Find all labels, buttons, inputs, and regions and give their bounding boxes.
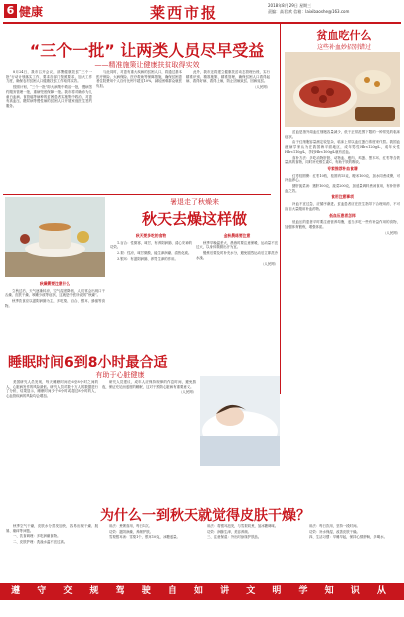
- side-subhead: 专家推荐补血食谱: [327, 165, 358, 171]
- article1-title: “三个一批” 让两类人员尽早受益: [29, 41, 265, 60]
- article1-col3: [186, 70, 270, 190]
- article1-col2: [96, 70, 182, 190]
- article2-col3: [196, 232, 278, 392]
- paragraph: 食补方法：多吃动物肝脏、动物血、瘦肉、鸡蛋、黑木耳、红枣等含铁量高的食物，同时补充维生素C，有助于铁的吸收。: [285, 155, 400, 165]
- masthead-logo: 莱西市报: [150, 4, 219, 22]
- side-title: 贫血吃什么: [316, 29, 372, 42]
- article4-col4: [302, 524, 398, 582]
- section-title: 健康: [19, 5, 44, 19]
- article3-col1: [6, 380, 98, 500]
- paragraph: 秋季早晚温差大，晨练时要注意保暖，运动量不宜过大，以身体微微出汗为宜。: [196, 240, 278, 250]
- side-subtitle: 这些补血妙招别错过: [316, 44, 371, 51]
- column-divider: [280, 24, 281, 394]
- article4-col2: [102, 524, 194, 582]
- paragraph: 立秋过后，天气逐渐转凉，空气湿度降低，人们常会出现口干舌燥、皮肤干燥、咳嗽少痰等症状，这就是中医所说的“秋燥”。: [5, 288, 105, 298]
- paragraph: 贫血是指外周血红细胞容量减少，低于正常范围下限的一种常见的临床症状。: [285, 130, 400, 139]
- paragraph: 低血压的患者平时要注意营养均衡，适当多吃一些有补益作用的食物，加强体育锻炼，增强体质。: [285, 220, 400, 229]
- footer-banner: 遵 守 交 规 驾 驶 自 如 讲 文 明 学 知 识 从 我 做 起: [0, 583, 404, 600]
- paragraph: 功效：润肺生津，美容养颜。: [207, 529, 252, 534]
- paragraph: 研究人员建议，成年人应保持规律的作息时间，避免熬夜，保证充足而适度的睡眠，这对于预防心脏病有重要意义。: [102, 380, 196, 389]
- paragraph: 3.银耳：有滋阴润肺、养胃生津的作用。: [117, 256, 178, 261]
- side-food-photo: [285, 52, 400, 127]
- article2-subhead: 秋燥需要注意什么: [39, 281, 71, 286]
- article3-sleep-photo: [200, 376, 280, 466]
- article3-subtitle: 有助于心脏健康: [95, 371, 145, 379]
- paragraph: 用法：将银耳泡发，与雪梨同煮，加冰糖调味。: [207, 524, 279, 528]
- source-note: （人民网）: [253, 85, 270, 90]
- article2-photo: [5, 197, 105, 277]
- article2-title: 秋天去燥这样做: [141, 210, 247, 228]
- paragraph: 秋季饮食应以滋阴润肺为主，多吃梨、百合、银耳、蜂蜜等食物。: [5, 299, 105, 308]
- article2-subhead: 金秋晨练要注意: [223, 233, 251, 238]
- article2-subhead: 秋天要多吃的食物: [135, 233, 167, 238]
- paragraph: 一、饮食调理：多吃润燥食物。: [13, 534, 61, 539]
- paragraph: 与此同时，对患有重大疾病的贫困人口，将通过基本医疗保险、大病保险、医疗救助等保障措施，确保贫困患者住院费用个人自付比例不超过10%，减轻困难群众就医负担。: [96, 70, 182, 89]
- side-subhead: 低血压患者怎样: [329, 212, 356, 218]
- paragraph: 此外，我市还将建立健康扶贫动态管理台账，实行精准识别、精准施策、精准管理，确保贫困人口看得起病、看得好病、看得上病，防止因病致贫、因病返贫。: [186, 70, 270, 84]
- paragraph: 四、生活习惯：早睡早起，保持心情舒畅，多喝水。: [309, 535, 387, 540]
- source-note: （人民网）: [179, 390, 196, 395]
- paragraph: 由于红细胞容量测定较复杂，临床上常以血红蛋白浓度来代替。我国血液病学家认为在我国海平面地区，成年男性Hb<120g/L，成年女性Hb<110g/L，孕妇Hb<100g/L就有贫血。: [285, 140, 400, 154]
- header-editor: 责编：高君欢 信箱：laixibaoshe@163.com: [268, 9, 350, 14]
- article1-col1: [6, 70, 92, 190]
- paragraph: 用法：每日饮用，坚持一段时间。: [309, 524, 360, 528]
- article1-subtitle: ——精准施策让健康扶贫取得实效: [94, 61, 200, 69]
- page-header: [0, 0, 404, 22]
- paragraph: 雪梨银耳汤：雪梨1个，银耳10克，冰糖适量。: [109, 535, 180, 540]
- article4-title: 为什么一到秋天就觉得皮肤干燥？: [100, 508, 310, 524]
- paragraph: 锻炼后要及时补充水分，避免剧烈运动后立即洗冷水澡。: [196, 251, 278, 260]
- paragraph: 用法：煮粥食用，每日1次。: [109, 524, 152, 528]
- header-rule: [3, 22, 401, 24]
- paragraph: 秋季空气干燥，皮肤水分蒸发加快，容易出现干燥、脱屑、瘙痒等问题。: [6, 524, 98, 533]
- paragraph: 8月24日，我市召开会议，部署健康扶贫“三个一批”行动计划落实工作，要求各部门按照要求，加大工作力度，确保农村贫困人口健康扶贫工作取得实效。: [6, 70, 92, 84]
- paragraph: 功效：补水保湿，改善皮肤干燥。: [309, 529, 360, 534]
- article4-col3: [200, 524, 296, 582]
- paragraph: 功效：滋阴润燥，养颜护肤。: [109, 529, 154, 534]
- paragraph: 美国研究人员发现，每天睡眠时间在6至8小时之间的人，心脏病发作的风险最低。研究人员对数十万人的数据进行了分析，结果显示，睡眠时间少于6小时或超过8小时的人，心血管疾病的风险均会增加。: [6, 380, 98, 399]
- paragraph: 补血不宜过急，应循序渐进。贫血患者应在医生指导下合理用药，不可盲目大量服用补血药物。: [285, 202, 400, 211]
- side-subhead: 食用注意事项: [331, 194, 354, 200]
- paragraph: 1.百合：性微寒，味甘，有养阴润肺、清心安神的功效。: [110, 240, 192, 250]
- article4-col1: [6, 524, 98, 582]
- paragraph: 二、皮肤护理：洗澡水温不宜过高。: [13, 540, 68, 545]
- header-meta: [268, 3, 402, 15]
- header-date: 2018年8月29日 星期三: [268, 3, 312, 8]
- paragraph: 2.梨：性凉，味甘微酸，能生津润燥、清热化痰。: [117, 251, 192, 256]
- divider: [3, 194, 271, 195]
- article2-kicker: 暑退走了秋燥来: [170, 198, 219, 206]
- paragraph: 三、注意保湿：外出时涂抹护肤品。: [207, 535, 262, 540]
- article3-title: 睡眠时间6到8小时最合适: [8, 355, 168, 371]
- source-note: （人民网）: [261, 261, 278, 266]
- paragraph: 猪肝菠菜汤：猪肝100克，菠菜200克，加适量调料煮汤食用，有补肝养血之效。: [285, 184, 400, 193]
- paragraph: 红枣桂圆粥：红枣10枚，桂圆肉15克，粳米100克，加水同煮成粥，可补血养心。: [285, 173, 400, 183]
- page-number: 6: [4, 4, 17, 18]
- side-body: [285, 130, 400, 392]
- article3-col2: [102, 380, 196, 500]
- paragraph: 按照计划，“三个一批”即大病集中救治一批，慢病签约服务管理一批，重病兜底保障一批。我市将对确诊为儿童白血病、食管癌等病种的贫困患者实施集中救治，对患有高血压、糖尿病等慢性病的贫困人口开展家庭医生签约服务。: [6, 85, 92, 108]
- source-note: （人民网）: [383, 230, 400, 235]
